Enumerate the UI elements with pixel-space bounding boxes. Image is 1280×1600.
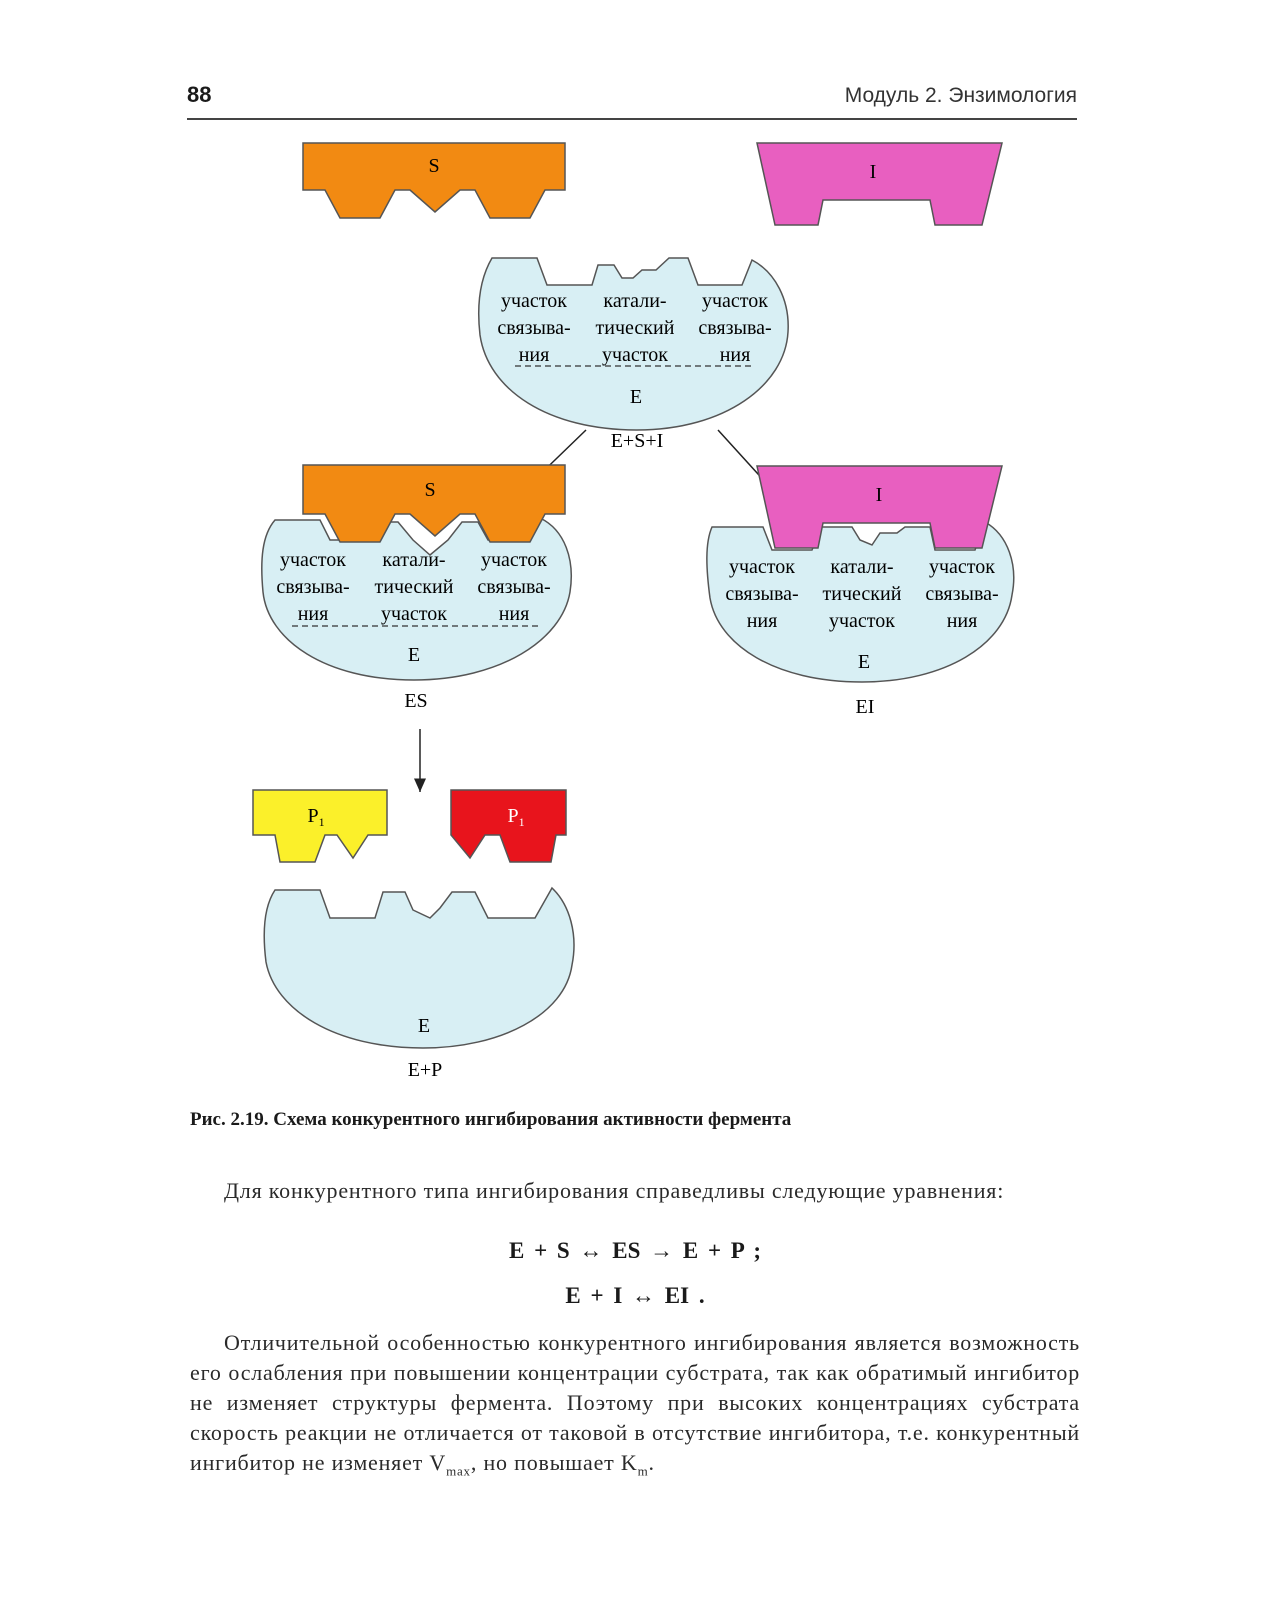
- es-complex: [262, 465, 571, 712]
- product-red-label: $P_1$: [507, 805, 525, 829]
- binding-site-left-3: ния: [518, 344, 550, 366]
- binding-site-right-3: ния: [719, 344, 751, 366]
- binding-site-left-1: участок: [500, 290, 568, 312]
- ei-catalytic-3: участок: [828, 610, 896, 632]
- enzyme-e-free: [479, 258, 788, 452]
- enzyme-label: E: [629, 386, 643, 408]
- product-p1-red: [451, 790, 566, 862]
- binding-site-right-2: связыва-: [698, 317, 772, 339]
- ei-binding-left-3: ния: [746, 610, 778, 632]
- es-binding-left-2: связыва-: [276, 576, 350, 598]
- catalytic-site-2: тический: [595, 317, 675, 339]
- mixture-label: E+S+I: [610, 430, 664, 452]
- inhibitor-label: I: [869, 161, 877, 183]
- es-binding-right-1: участок: [480, 549, 548, 571]
- substrate-label: S: [428, 155, 440, 177]
- binding-site-right-1: участок: [701, 290, 769, 312]
- es-label: ES: [404, 690, 428, 712]
- ei-binding-left-1: участок: [728, 556, 796, 578]
- catalytic-site-1: катали-: [603, 290, 667, 312]
- paragraph-2: Отличительной особенностью конкурентного ингибирования является возможность его ослабления при повышении концентрации субстрата, так как обратимый ингибитор не изменяет структуры фермента. Поэтому при высоких концентрациях субстрата скорость реакции не отличается от таковой в отсутствие ингибитора, т.е. конкурентный ингибитор не изменяет $V_{max}$, но повышает $K_m$.: [190, 1330, 1080, 1479]
- page-number: 88: [187, 82, 212, 107]
- ei-catalytic-2: тический: [822, 583, 902, 605]
- ei-binding-left-2: связыва-: [725, 583, 799, 605]
- ei-inhibitor-label: I: [875, 484, 883, 506]
- es-binding-left-1: участок: [279, 549, 347, 571]
- catalytic-site-3: участок: [601, 344, 669, 366]
- ei-label: EI: [855, 696, 875, 718]
- figure-caption: Рис. 2.19. Схема конкурентного ингибирования активности фермента: [190, 1109, 792, 1130]
- final-enzyme-label: E: [417, 1015, 431, 1037]
- es-substrate-label: S: [424, 479, 436, 501]
- es-binding-left-3: ния: [297, 603, 329, 625]
- product-p1-yellow: [253, 790, 387, 862]
- es-enzyme-label: E: [407, 644, 421, 666]
- ei-binding-right-3: ния: [946, 610, 978, 632]
- ei-binding-right-2: связыва-: [925, 583, 999, 605]
- product-yellow-label: $P_1$: [307, 805, 325, 829]
- es-catalytic-3: участок: [380, 603, 448, 625]
- ei-binding-right-1: участок: [928, 556, 996, 578]
- es-binding-right-2: связыва-: [477, 576, 551, 598]
- binding-site-left-2: связыва-: [497, 317, 571, 339]
- equation-1: E + S ↔ ES → E + P ;: [508, 1238, 761, 1263]
- equation-2: E + I ↔ EI .: [565, 1283, 705, 1308]
- final-label: E+P: [407, 1059, 443, 1081]
- es-binding-right-3: ния: [498, 603, 530, 625]
- ei-enzyme-label: E: [857, 651, 871, 673]
- substrate-s-top: [303, 143, 565, 218]
- es-catalytic-2: тический: [374, 576, 454, 598]
- enzyme-after-reaction: [264, 888, 574, 1081]
- inhibitor-i-top: [757, 143, 1002, 225]
- paragraph-1: Для конкурентного типа ингибирования справедливы следующие уравнения:: [224, 1178, 1005, 1203]
- ei-catalytic-1: катали-: [830, 556, 894, 578]
- running-title: Модуль 2. Энзимология: [844, 84, 1077, 107]
- ei-complex: [707, 466, 1014, 718]
- es-catalytic-1: катали-: [382, 549, 446, 571]
